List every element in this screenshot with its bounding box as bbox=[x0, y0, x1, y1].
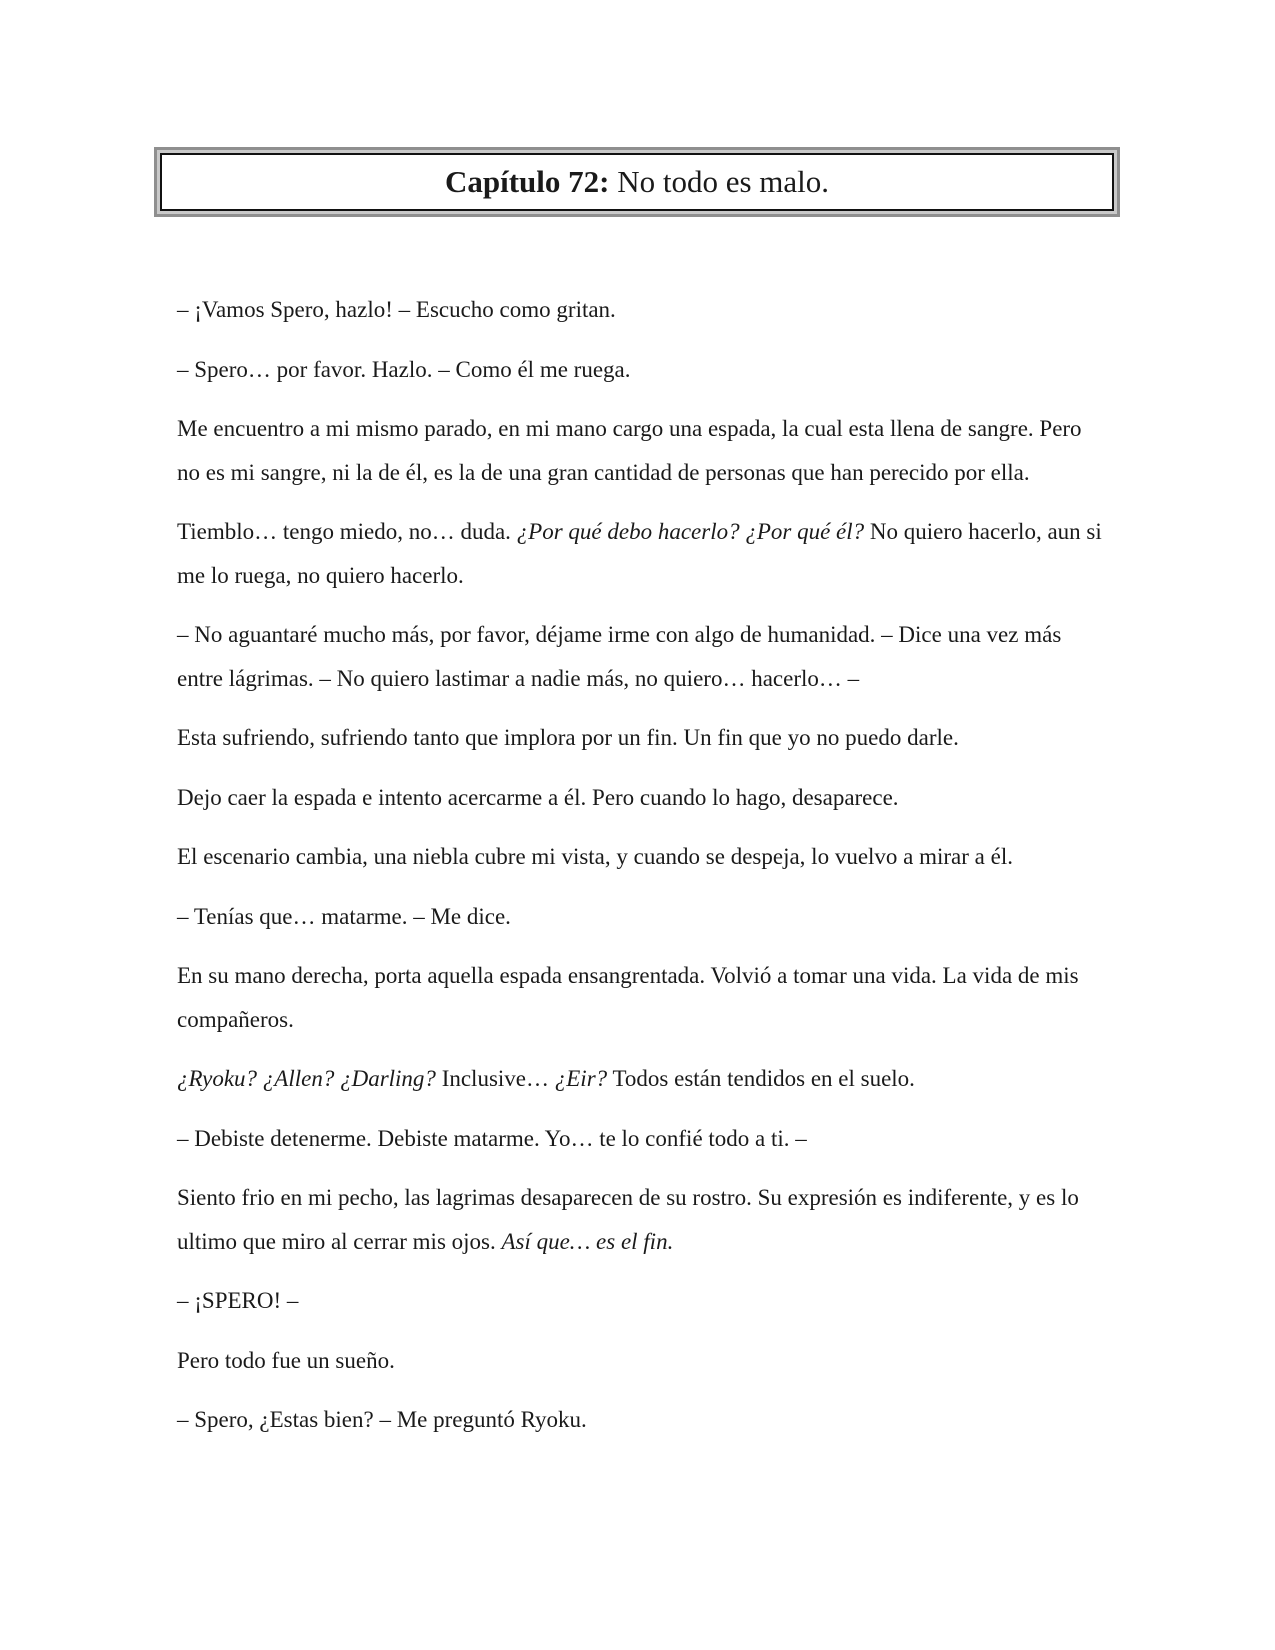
text-run: Pero todo fue un sueño. bbox=[177, 1347, 395, 1373]
text-run: Dejo caer la espada e intento acercarme a él. Pero cuando lo hago, desaparece. bbox=[177, 784, 899, 810]
italic-text: ¿Por qué debo hacerlo? ¿Por qué él? bbox=[516, 519, 865, 544]
text-run: – Spero… por favor. Hazlo. – Como él me ruega. bbox=[177, 356, 631, 382]
text-run: Esta sufriendo, sufriendo tanto que implora por un fin. Un fin que yo no puedo darle. bbox=[177, 725, 959, 750]
paragraph bbox=[177, 510, 1107, 597]
text-run: Me encuentro a mi mismo parado, en mi mano cargo una espada, la cual esta llena de sangre. Pero no es mi sangre, ni la de él, es la de una gran cantidad de personas que han perecido por ella. bbox=[177, 416, 1082, 485]
text-run: – ¡SPERO! – bbox=[177, 1288, 299, 1313]
text-run: El escenario cambia, una niebla cubre mi vista, y cuando se despeja, lo vuelvo a mirar a él. bbox=[177, 844, 1013, 869]
paragraph bbox=[177, 1057, 1107, 1101]
paragraph bbox=[177, 1279, 1107, 1323]
chapter-title bbox=[160, 153, 1114, 211]
paragraph bbox=[177, 1176, 1107, 1263]
paragraph bbox=[177, 835, 1107, 879]
chapter-title-box bbox=[154, 147, 1120, 217]
chapter-name: No todo es malo. bbox=[617, 164, 830, 199]
text-run: Todos están tendidos en el suelo. bbox=[607, 1066, 915, 1091]
paragraph bbox=[177, 613, 1107, 700]
text-run: – Spero, ¿Estas bien? – Me preguntó Ryoku. bbox=[177, 1407, 587, 1432]
paragraph bbox=[177, 288, 1107, 332]
italic-text: Así que… es el fin. bbox=[501, 1228, 674, 1254]
text-run: – ¡Vamos Spero, hazlo! – Escucho como gritan. bbox=[177, 297, 616, 322]
text-run: Tiemblo… tengo miedo, no… duda. bbox=[177, 519, 517, 544]
text-run: – Debiste detenerme. Debiste matarme. Yo… te lo confié todo a ti. – bbox=[177, 1125, 807, 1151]
paragraph bbox=[177, 776, 1107, 820]
paragraph bbox=[177, 1339, 1107, 1383]
paragraph bbox=[177, 954, 1107, 1041]
text-run: – No aguantaré mucho más, por favor, déjame irme con algo de humanidad. – Dice una vez más entre lágrimas. – No quiero lastimar a nadie más, no quiero… hacerlo… – bbox=[177, 622, 1062, 691]
paragraph bbox=[177, 348, 1107, 392]
italic-text: ¿Eir? bbox=[554, 1066, 608, 1091]
text-run: Siento frio en mi pecho, las lagrimas desaparecen de su rostro. Su expresión es indiferente, y es lo ultimo que miro al cerrar mis ojos. bbox=[177, 1185, 1079, 1254]
paragraph bbox=[177, 1398, 1107, 1442]
paragraph bbox=[177, 1117, 1107, 1161]
paragraph bbox=[177, 407, 1107, 494]
text-run: No quiero hacerlo, aun si me lo ruega, no quiero hacerlo. bbox=[177, 519, 1102, 588]
chapter-label: Capítulo 72: bbox=[444, 164, 610, 199]
paragraph bbox=[177, 716, 1107, 760]
paragraph bbox=[177, 895, 1107, 939]
chapter-body bbox=[177, 288, 1107, 1458]
italic-text: ¿Ryoku? ¿Allen? ¿Darling? bbox=[177, 1066, 436, 1091]
text-run: Inclusive… bbox=[435, 1066, 555, 1091]
text-run: En su mano derecha, porta aquella espada ensangrentada. Volvió a tomar una vida. La vida de mis compañeros. bbox=[177, 963, 1079, 1032]
text-run: – Tenías que… matarme. – Me dice. bbox=[177, 903, 511, 929]
